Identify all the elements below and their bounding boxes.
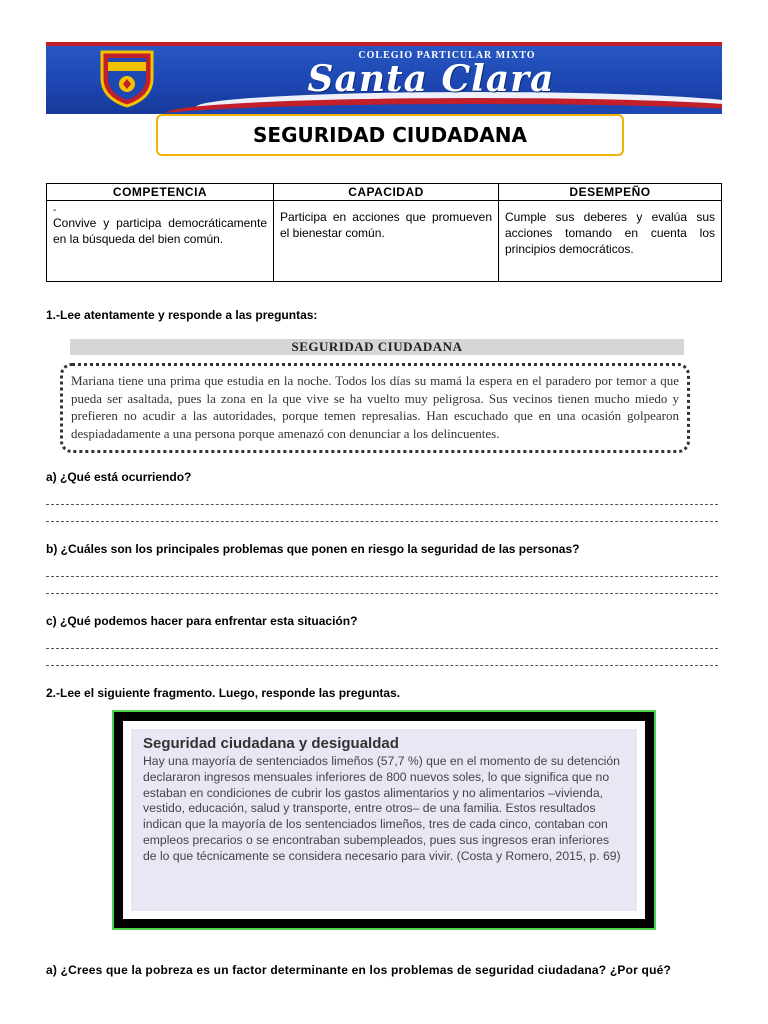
reading1-text: Mariana tiene una prima que estudia en la noche. Todos los días su mamá la espera en el paradero por temor a que pueda ser asaltada, pues la zona en la que vive se ha vuelto muy peligrosa. Sus vecinos tienen mucho miedo y prefieren no acudir a las autoridades, porque temen represalias. Han escuchado que en una ocasión golpearon despiadadamente a una persona porque amenazó con denunciar a los delincuentes. <box>60 363 690 453</box>
answer-line[interactable] <box>46 521 718 522</box>
answer-lines-c[interactable] <box>46 648 718 682</box>
section1-instruction: 1.-Lee atentamente y responde a las preguntas: <box>46 308 318 322</box>
table-row <box>47 201 722 282</box>
question-2a: a) ¿Crees que la pobreza es un factor determinante en los problemas de seguridad ciudadana? ¿Por qué? <box>46 963 672 977</box>
cell-competencia-text: Convive y participa democráticamente en la búsqueda del bien común. <box>53 216 267 246</box>
school-crest-icon <box>98 48 156 108</box>
answer-lines-b[interactable] <box>46 576 718 610</box>
table-header-row <box>47 184 722 201</box>
answer-line[interactable] <box>46 504 718 505</box>
reading2-card <box>131 729 637 911</box>
dash-mark: - <box>53 205 57 216</box>
reading2-text: Hay una mayoría de sentenciados limeños (57,7 %) que en el momento de su detención declararon ingresos mensuales inferiores de 800 nuevos soles, lo que significa que no estaban en condiciones de cubrir los gastos alimentarios y no alimentarios –vivienda, vestido, educación, salud y transporte, entre otros– de una familia. Estos resultados indican que la mayoría de los sentenciados limeños, tres de cada cinco, contaban con empleos precarios o se encontraban subempleados, pues sus ingresos eran inferiores de lo que técnicamente se considera necesario para vivir. (Costa y Romero, 2015, p. 69) <box>143 754 621 863</box>
school-name: Santa Clara <box>307 58 555 100</box>
answer-line[interactable] <box>46 665 718 666</box>
cell-desempeno: Cumple sus deberes y evalúa sus acciones tomando en cuenta los principios democráticos. <box>499 201 722 282</box>
school-subtitle: COLEGIO PARTICULAR MIXTO <box>358 50 536 61</box>
reading2-inner <box>123 721 645 919</box>
page-title: SEGURIDAD CIUDADANA <box>156 114 624 156</box>
question-c: c) ¿Qué podemos hacer para enfrentar esta situación? <box>46 614 358 628</box>
header-capacidad: CAPACIDAD <box>274 184 499 201</box>
cell-capacidad: Participa en acciones que promueven el bienestar común. <box>274 201 499 282</box>
header-competencia: COMPETENCIA <box>47 184 274 201</box>
school-banner <box>46 42 722 114</box>
reading2-frame <box>112 710 656 930</box>
competency-table <box>46 183 722 282</box>
question-a: a) ¿Qué está ocurriendo? <box>46 470 192 484</box>
question-b: b) ¿Cuáles son los principales problemas que ponen en riesgo la seguridad de las personas? <box>46 542 580 556</box>
cell-competencia <box>47 201 274 282</box>
section2-instruction: 2.-Lee el siguiente fragmento. Luego, responde las preguntas. <box>46 686 401 700</box>
answer-line[interactable] <box>46 593 718 594</box>
header-desempeno: DESEMPEÑO <box>499 184 722 201</box>
answer-line[interactable] <box>46 648 718 649</box>
reading1-title: SEGURIDAD CIUDADANA <box>70 339 684 355</box>
answer-lines-a[interactable] <box>46 504 718 538</box>
reading2-title: Seguridad ciudadana y desigualdad <box>143 735 399 752</box>
banner-red-stripe <box>46 42 722 46</box>
answer-line[interactable] <box>46 576 718 577</box>
